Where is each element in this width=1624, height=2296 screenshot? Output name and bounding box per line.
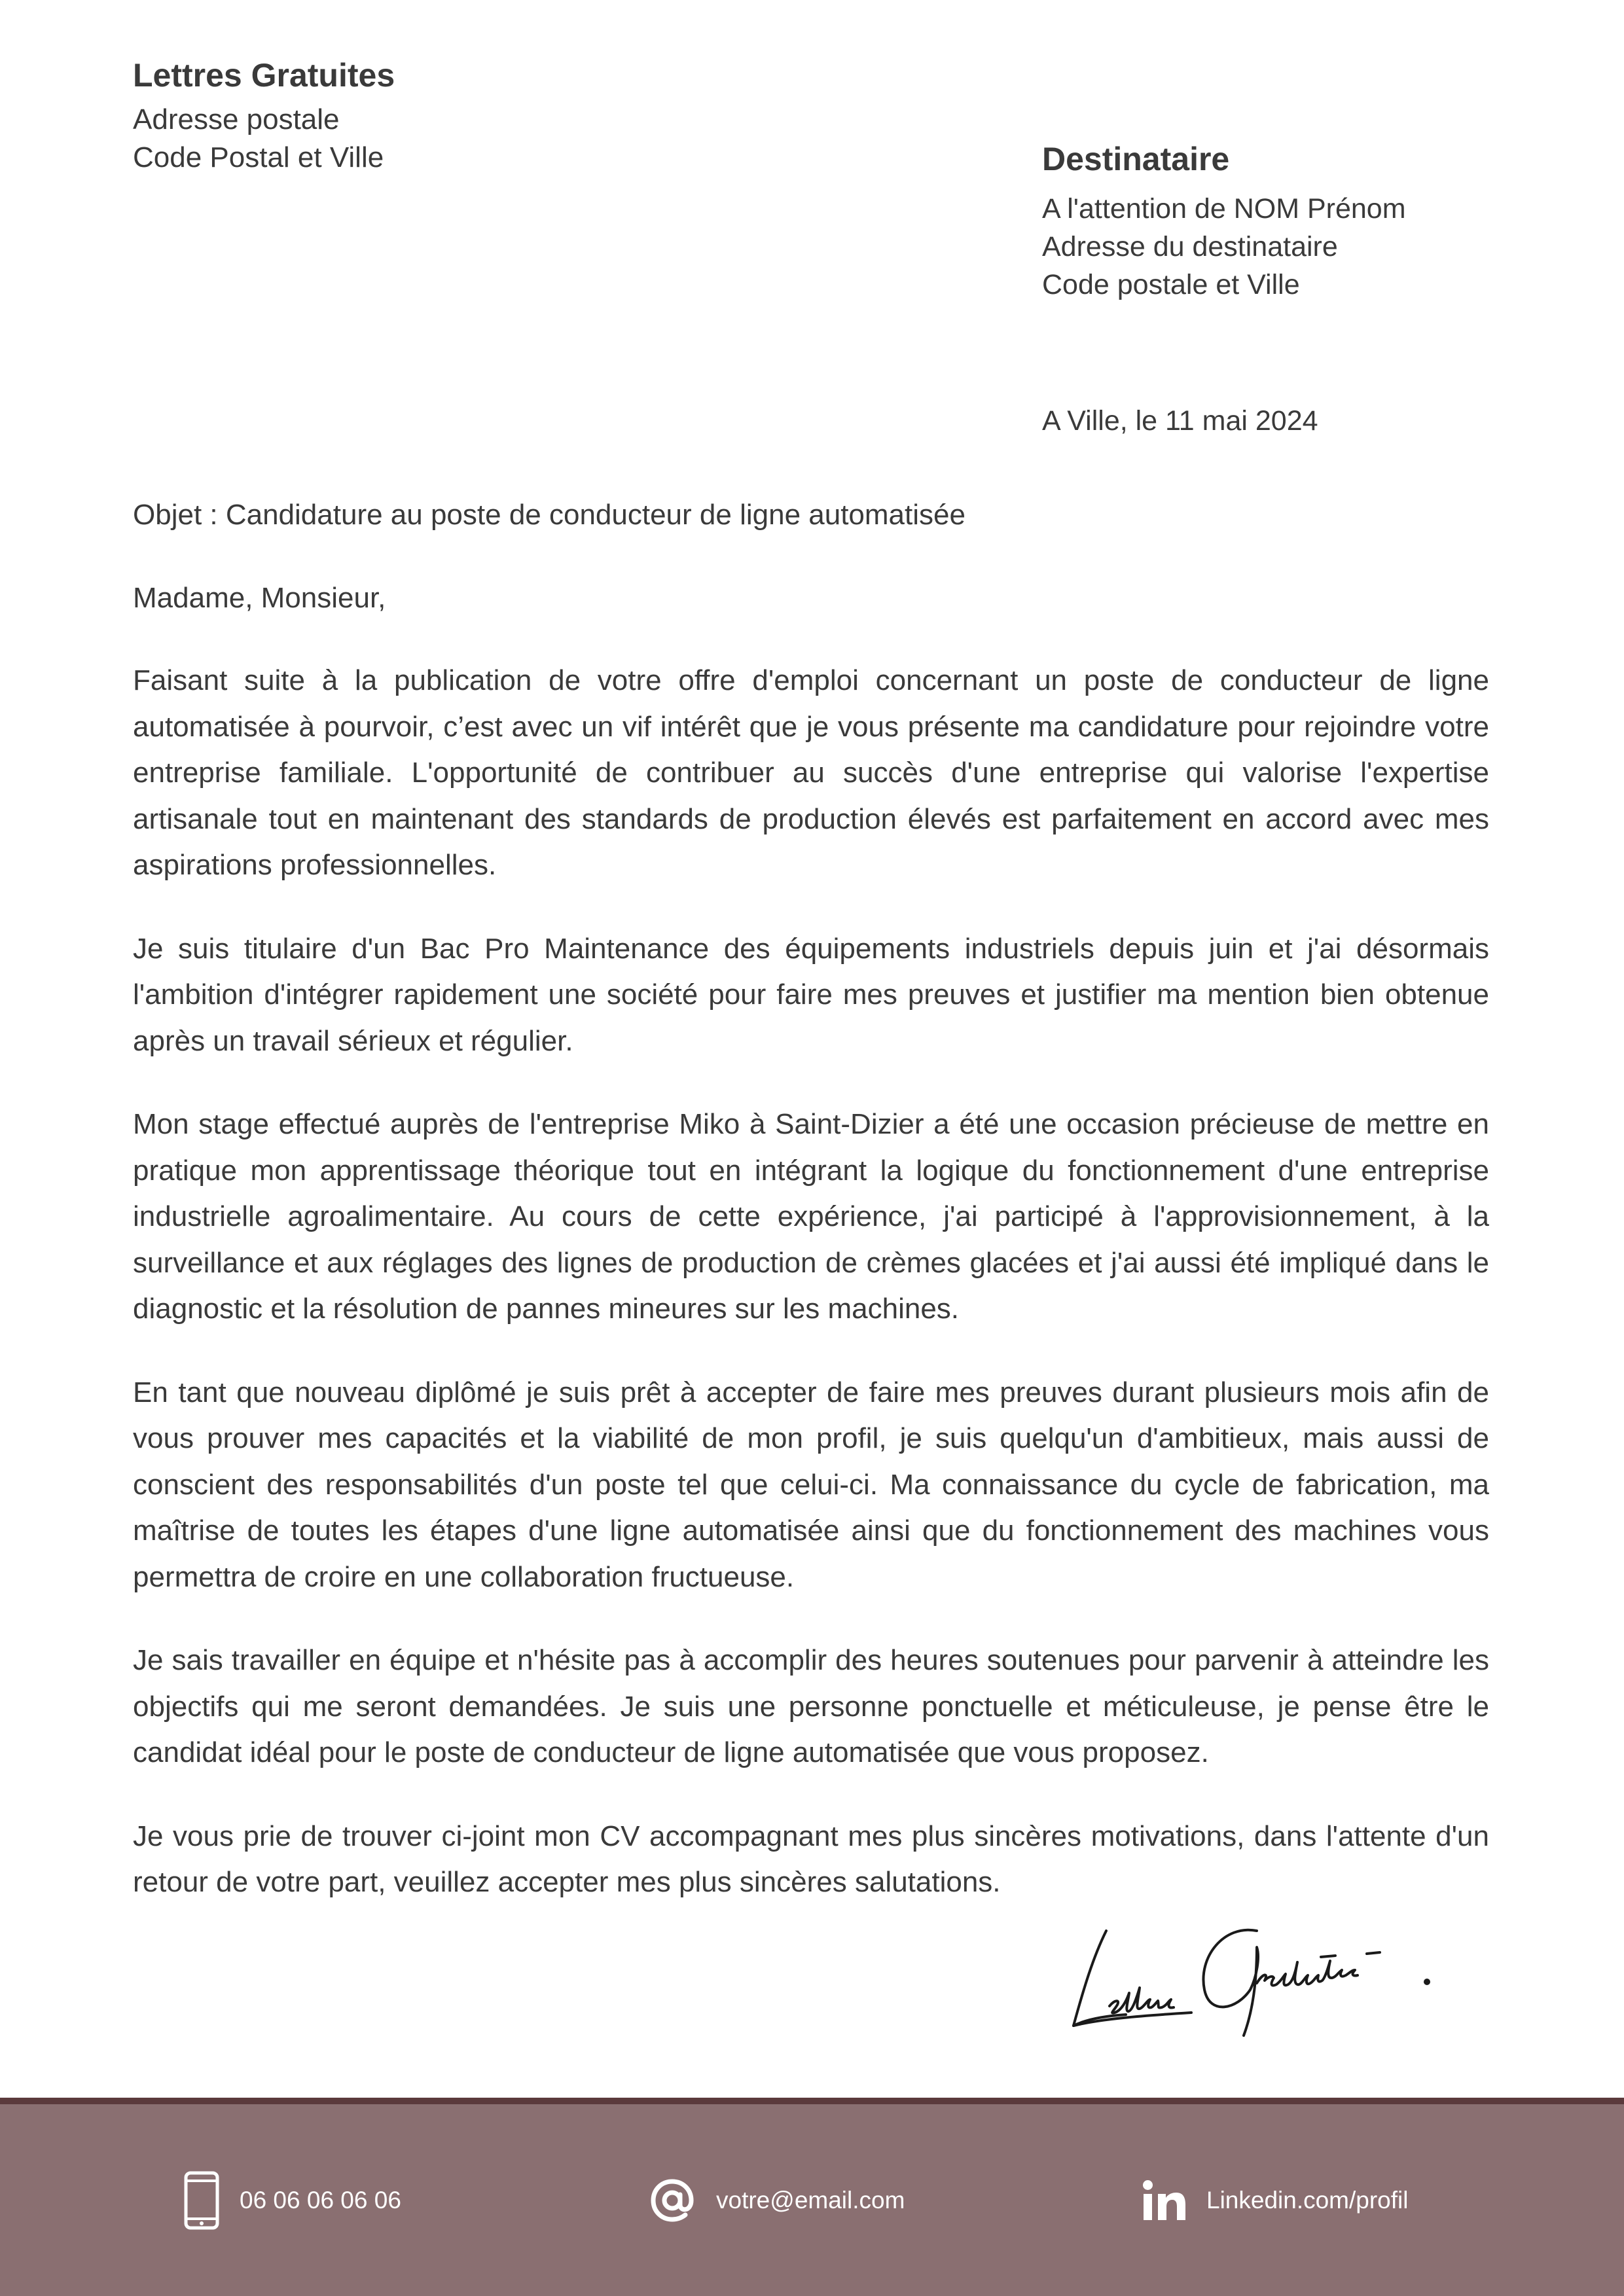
letter-subject: Objet : Candidature au poste de conducteur de ligne automatisée — [133, 499, 965, 531]
footer-phone[interactable] — [183, 2104, 401, 2296]
smartphone-icon — [183, 2170, 220, 2231]
letter-salutation: Madame, Monsieur, — [133, 581, 386, 614]
sender-block — [133, 54, 395, 177]
sender-address: Adresse postale — [133, 103, 340, 135]
footer-bar — [0, 2104, 1624, 2296]
phone-number: 06 06 06 06 06 — [240, 2186, 401, 2214]
recipient-block — [1042, 137, 1406, 304]
letter-paragraph: Je vous prie de trouver ci-joint mon CV accompagnant mes plus sincères motivations, dans l'attente d'un retour de votre part, veuillez accepter mes plus sincères salutations. — [133, 1820, 1489, 1898]
at-sign-icon — [648, 2176, 696, 2225]
footer-divider — [0, 2098, 1624, 2104]
sender-city: Code Postal et Ville — [133, 141, 384, 173]
letter-date: A Ville, le 11 mai 2024 — [1042, 405, 1318, 437]
handwritten-signature — [1060, 1885, 1440, 2055]
letter-paragraph: Je sais travailler en équipe et n'hésite pas à accomplir des heures soutenues pour parvenir à atteindre les objectifs qui me seront demandées. Je suis une personne ponctuelle et méticuleuse, je pense être le candidat idéal pour le poste de conducteur de ligne automatisée que vous proposez. — [133, 1644, 1489, 1768]
signature-drawing — [1060, 1885, 1440, 2055]
letter-paragraph: En tant que nouveau diplômé je suis prêt à accepter de faire mes preuves durant plusieurs mois afin de vous prouver mes capacités et la viabilité de mon profil, je suis quelqu'un d'ambitieux, mais aussi de conscient des responsabilités d'un poste tel que celui-ci. Ma connaissance du cycle de fabrication, ma maîtrise de toutes les étapes d'une ligne automatisée ainsi que du fonctionnement des machines vous permettra de croire en une collaboration fructueuse. — [133, 1376, 1489, 1593]
letter-body — [133, 492, 1489, 1943]
email-address: votre@email.com — [716, 2186, 905, 2214]
sender-name: Lettres Gratuites — [133, 57, 395, 94]
recipient-attention: A l'attention de NOM Prénom — [1042, 193, 1406, 224]
letter-paragraph: Faisant suite à la publication de votre offre d'emploi concernant un poste de conducteur de ligne automatisée à pourvoir, c’est avec un vif intérêt que je vous présente ma candidature pour rejoindre votre entreprise familiale. L'opportunité de contribuer au succès d'une entreprise qui valorise l'expertise artisanale tout en maintenant des standards de production élevés est parfaitement en accord avec mes aspirations professionnelles. — [133, 664, 1489, 881]
footer-email[interactable] — [648, 2104, 905, 2296]
linkedin-icon — [1142, 2179, 1187, 2221]
letter-paragraph: Je suis titulaire d'un Bac Pro Maintenance des équipements industriels depuis juin et j'ai désormais l'ambition d'intégrer rapidement une société pour faire mes preuves et justifier ma mention bien obtenue après un travail sérieux et régulier. — [133, 932, 1489, 1057]
recipient-address: Adresse du destinataire — [1042, 231, 1338, 262]
recipient-title: Destinataire — [1042, 141, 1230, 177]
footer-linkedin[interactable] — [1142, 2104, 1408, 2296]
letter-paragraph: Mon stage effectué auprès de l'entreprise Miko à Saint-Dizier a été une occasion précieuse de mettre en pratique mon apprentissage théorique tout en intégrant la logique du fonctionnement d'une entreprise industrielle agroalimentaire. Au cours de cette expérience, j'ai participé à l'approvisionnement, à la surveillance et aux réglages des lignes de production de crèmes glacées et j'ai aussi été impliqué dans le diagnostic et la résolution de pannes mineures sur les machines. — [133, 1108, 1489, 1325]
linkedin-url: Linkedin.com/profil — [1206, 2186, 1409, 2214]
recipient-city: Code postale et Ville — [1042, 269, 1300, 300]
